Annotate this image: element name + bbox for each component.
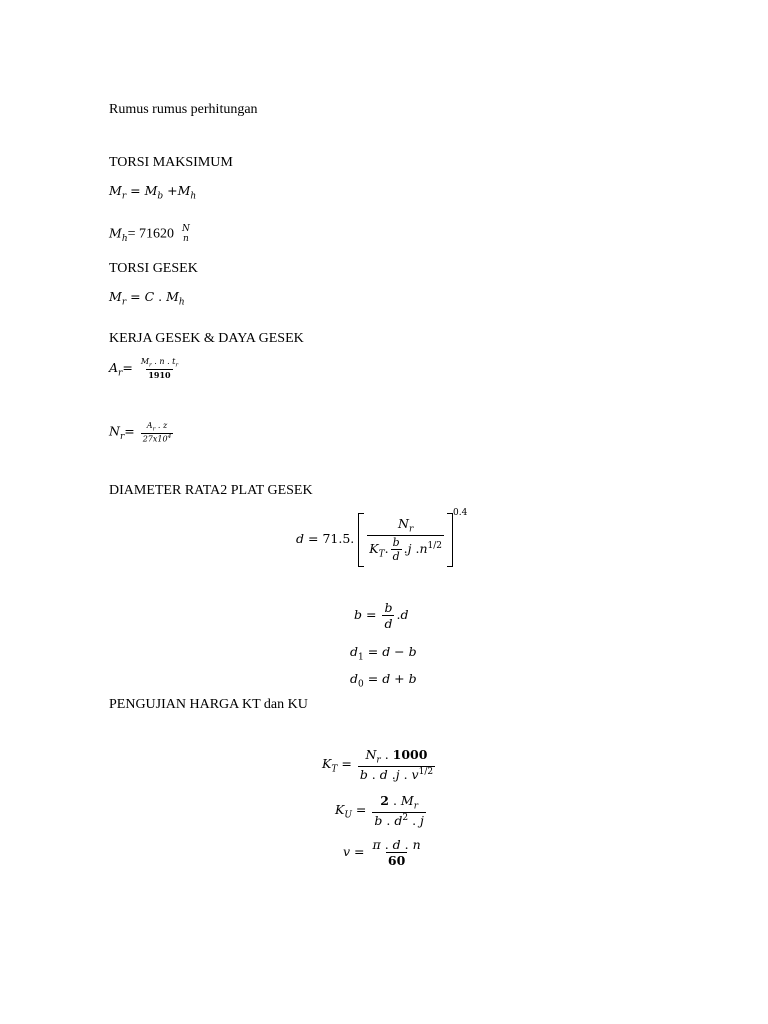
equation-d: d = 71.5. $N_r$ $K_T$. $\frac{b}{d}$ .j $.n^{1/2}$ $^{0.4}$ <box>296 508 467 567</box>
equation-b: b = $\frac{b}{d}$ .d <box>354 600 409 631</box>
equation-v: v = $\frac{\pi . d . n}{60}$ <box>343 837 421 868</box>
heading-kerja-gesek: KERJA GESEK & DAYA GESEK <box>109 331 304 346</box>
equation-ku: $K_U$ = $\frac{2 . M_r}{b . d^2 . j}$ <box>335 793 424 828</box>
heading-diameter: DIAMETER RATA2 PLAT GESEK <box>109 483 313 498</box>
heading-pengujian: PENGUJIAN HARGA KT dan KU <box>109 697 308 712</box>
equation-mr-c: $M_r = C$ . $M_h$ <box>109 289 185 308</box>
equation-kt: $K_T$ = $\frac{N_r . 1000}{b . d .j . v^{1/2}}$ <box>322 747 434 782</box>
equation-nr: $N_r=$ $\frac{A_r . z}{27x10^4}$ <box>109 421 172 444</box>
heading-torsi-gesek: TORSI GESEK <box>109 261 198 276</box>
equation-mr-sum: $M_r = M_b +M_h$ <box>109 183 197 202</box>
equation-d0: $d_0 = d + b$ <box>350 671 417 690</box>
heading-torsi-maksimum: TORSI MAKSIMUM <box>109 155 233 170</box>
page-title: Rumus rumus perhitungan <box>109 102 258 117</box>
equation-d1: $d_1 = d - b$ <box>350 644 417 663</box>
equation-mh: $M_h= 71620$ N n <box>109 224 190 244</box>
equation-ar: $A_r=$ $\frac{M_r . n . t_r}{1910}$ <box>109 357 179 380</box>
